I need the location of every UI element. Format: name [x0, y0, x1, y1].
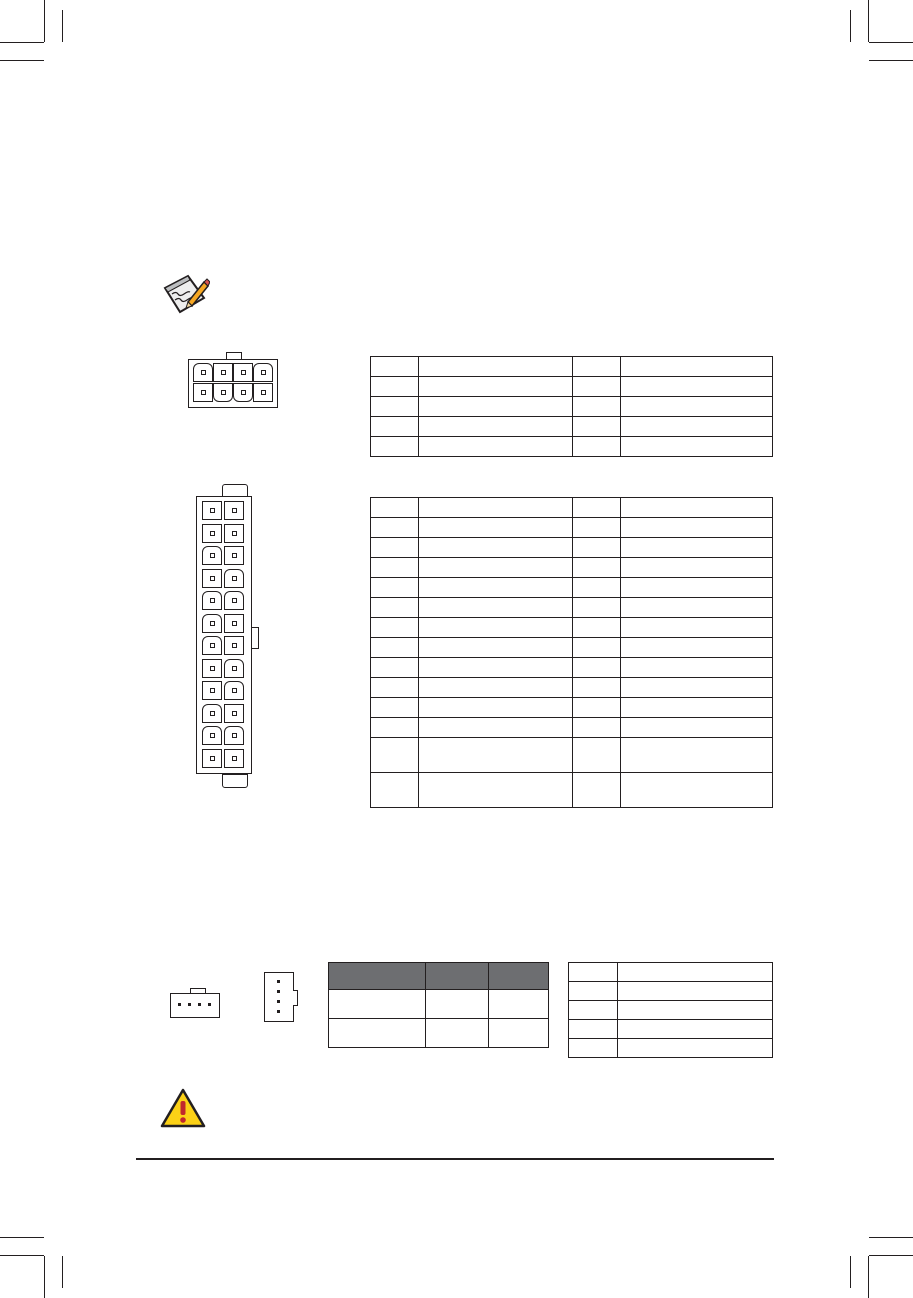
table-cell	[419, 498, 573, 518]
header-pin	[277, 990, 280, 993]
table-cell	[621, 658, 773, 678]
table-cell	[572, 773, 620, 808]
fan-table-cell	[329, 1019, 426, 1048]
connector-pin	[224, 591, 244, 610]
atx-12v-connector	[188, 352, 278, 408]
table-row	[371, 618, 773, 638]
table-cell	[621, 618, 773, 638]
table-cell	[371, 773, 419, 808]
connector-pin	[202, 681, 222, 700]
connector-pin	[202, 501, 222, 520]
connector-pin	[202, 659, 222, 678]
table-cell	[621, 377, 773, 397]
connector-pin	[202, 726, 222, 745]
connector-pin	[213, 383, 233, 402]
table-cell	[419, 357, 573, 377]
table-cell	[617, 963, 772, 982]
table-row	[371, 658, 773, 678]
connector-pin	[233, 383, 253, 402]
table-cell	[371, 518, 419, 538]
connector-pin	[202, 704, 222, 723]
table-row	[371, 518, 773, 538]
table-cell	[621, 698, 773, 718]
table-cell	[621, 417, 773, 437]
table-cell	[569, 1039, 618, 1058]
connector-pin	[213, 363, 233, 382]
table-row	[371, 397, 773, 417]
table-cell	[621, 718, 773, 738]
table-cell	[371, 498, 419, 518]
crop-mark	[869, 1255, 913, 1256]
table-row	[371, 738, 773, 773]
connector-pin	[233, 363, 253, 382]
table-row	[371, 698, 773, 718]
table-cell	[569, 982, 618, 1001]
table-cell	[569, 1001, 618, 1020]
atx-24pin-connector	[196, 484, 260, 792]
crop-mark	[850, 1256, 851, 1288]
table-cell	[621, 437, 773, 457]
table-cell	[621, 638, 773, 658]
crop-mark	[44, 1256, 45, 1298]
table-cell	[621, 518, 773, 538]
table-cell	[419, 638, 573, 658]
table-row	[371, 598, 773, 618]
table-cell	[419, 377, 573, 397]
fan-pin-table	[568, 962, 773, 1058]
table-cell	[419, 598, 573, 618]
header-key	[293, 990, 298, 1006]
table-cell	[419, 678, 573, 698]
header-pin	[277, 1010, 280, 1013]
connector-latch-bottom	[222, 774, 248, 788]
table-cell	[572, 558, 620, 578]
table-row	[371, 578, 773, 598]
crop-mark	[868, 1256, 869, 1298]
warning-triangle-icon	[160, 1088, 206, 1128]
crop-mark	[869, 42, 913, 43]
table-row	[371, 498, 773, 518]
table-cell	[572, 638, 620, 658]
table-cell	[572, 518, 620, 538]
footer-rule	[136, 1158, 774, 1160]
table-cell	[371, 638, 419, 658]
table-cell	[569, 963, 618, 982]
connector-pin	[253, 363, 273, 382]
table-cell	[371, 357, 419, 377]
crop-mark	[869, 1237, 913, 1238]
memo-pencil-icon	[160, 270, 210, 316]
fan-table-cell	[489, 990, 549, 1019]
fan-header-vertical	[264, 972, 298, 1022]
table-cell	[419, 738, 573, 773]
table-cell	[371, 437, 419, 457]
table-row	[371, 437, 773, 457]
header-pin	[277, 1000, 280, 1003]
table-cell	[617, 1020, 772, 1039]
table-cell	[419, 397, 573, 417]
table-cell	[572, 498, 620, 518]
header-pin	[208, 1003, 211, 1006]
table-cell	[371, 658, 419, 678]
fan-table-header	[426, 963, 489, 990]
table-cell	[617, 1039, 772, 1058]
table-cell	[621, 397, 773, 417]
fan-table-cell	[426, 1019, 489, 1048]
table-cell	[572, 437, 620, 457]
connector-pin	[202, 749, 222, 768]
table-row	[569, 1020, 773, 1039]
table-row	[569, 1001, 773, 1020]
table-cell	[419, 538, 573, 558]
crop-mark	[850, 10, 851, 42]
table-cell	[621, 678, 773, 698]
table-row	[371, 538, 773, 558]
table-row	[371, 558, 773, 578]
fan-table-cell	[329, 990, 426, 1019]
table-cell	[371, 377, 419, 397]
table-cell	[572, 397, 620, 417]
fan-speed-table	[328, 962, 549, 1048]
table-row	[371, 678, 773, 698]
connector-pin	[224, 524, 244, 543]
table-cell	[621, 598, 773, 618]
table-cell	[371, 417, 419, 437]
table-cell	[572, 377, 620, 397]
fan-table-header	[489, 963, 549, 990]
table-cell	[572, 698, 620, 718]
table-cell	[419, 698, 573, 718]
table-cell	[621, 538, 773, 558]
table-cell	[569, 1020, 618, 1039]
connector-pin	[224, 726, 244, 745]
table-cell	[572, 718, 620, 738]
connector-pin	[193, 363, 213, 382]
table-cell	[419, 518, 573, 538]
table-cell	[572, 357, 620, 377]
table-row	[569, 963, 773, 982]
table-row	[371, 773, 773, 808]
table-cell	[572, 417, 620, 437]
connector-pin	[193, 383, 213, 402]
table-cell	[419, 578, 573, 598]
table-cell	[371, 678, 419, 698]
connector-pin	[224, 614, 244, 633]
connector-pin	[202, 569, 222, 588]
connector-side-tab	[251, 627, 259, 649]
table-row	[371, 718, 773, 738]
table-cell	[371, 558, 419, 578]
table-cell	[371, 738, 419, 773]
table-row	[569, 982, 773, 1001]
connector-pin	[202, 636, 222, 655]
connector-pin	[202, 546, 222, 565]
fan-table-cell	[426, 990, 489, 1019]
table-cell	[617, 982, 772, 1001]
table-cell	[371, 578, 419, 598]
table-cell	[572, 598, 620, 618]
table-cell	[572, 678, 620, 698]
connector-pin	[224, 704, 244, 723]
table-cell	[572, 658, 620, 678]
table-row	[371, 377, 773, 397]
crop-mark	[869, 60, 913, 61]
table-cell	[621, 357, 773, 377]
table-cell	[419, 618, 573, 638]
table-cell	[621, 738, 773, 773]
table-cell	[371, 718, 419, 738]
table-cell	[572, 538, 620, 558]
connector-pin	[253, 383, 273, 402]
header-pin	[198, 1003, 201, 1006]
connector-pin	[202, 614, 222, 633]
connector-pin	[224, 749, 244, 768]
connector-pin	[202, 524, 222, 543]
crop-mark	[44, 0, 45, 42]
connector-pin	[224, 681, 244, 700]
table-row	[569, 1039, 773, 1058]
table-cell	[621, 498, 773, 518]
table-row	[371, 638, 773, 658]
table-cell	[419, 718, 573, 738]
connector-pin	[224, 546, 244, 565]
crop-mark	[62, 10, 63, 42]
crop-mark	[0, 60, 44, 61]
table-cell	[419, 437, 573, 457]
table-cell	[621, 773, 773, 808]
crop-mark	[0, 1255, 44, 1256]
atx-12v-pin-table	[370, 356, 773, 457]
table-cell	[572, 578, 620, 598]
connector-pin	[224, 659, 244, 678]
table-cell	[371, 598, 419, 618]
table-cell	[419, 773, 573, 808]
crop-mark	[0, 42, 44, 43]
table-cell	[371, 618, 419, 638]
fan-header-horizontal	[170, 988, 220, 1018]
header-pin	[188, 1003, 191, 1006]
crop-mark	[0, 1237, 44, 1238]
table-cell	[371, 397, 419, 417]
crop-mark	[62, 1256, 63, 1288]
fan-table-cell	[489, 1019, 549, 1048]
fan-table-header	[329, 963, 426, 990]
table-cell	[419, 558, 573, 578]
table-cell	[371, 698, 419, 718]
table-cell	[572, 738, 620, 773]
table-row	[371, 357, 773, 377]
crop-mark	[868, 0, 869, 42]
table-row	[371, 417, 773, 437]
atx-24pin-table	[370, 497, 773, 808]
table-cell	[419, 417, 573, 437]
table-cell	[621, 578, 773, 598]
table-cell	[572, 618, 620, 638]
connector-pin	[224, 501, 244, 520]
table-cell	[371, 538, 419, 558]
table-cell	[621, 558, 773, 578]
connector-pin	[202, 591, 222, 610]
table-cell	[419, 658, 573, 678]
connector-pin	[224, 569, 244, 588]
header-pin	[178, 1003, 181, 1006]
header-pin	[277, 980, 280, 983]
table-cell	[617, 1001, 772, 1020]
connector-pin	[224, 636, 244, 655]
